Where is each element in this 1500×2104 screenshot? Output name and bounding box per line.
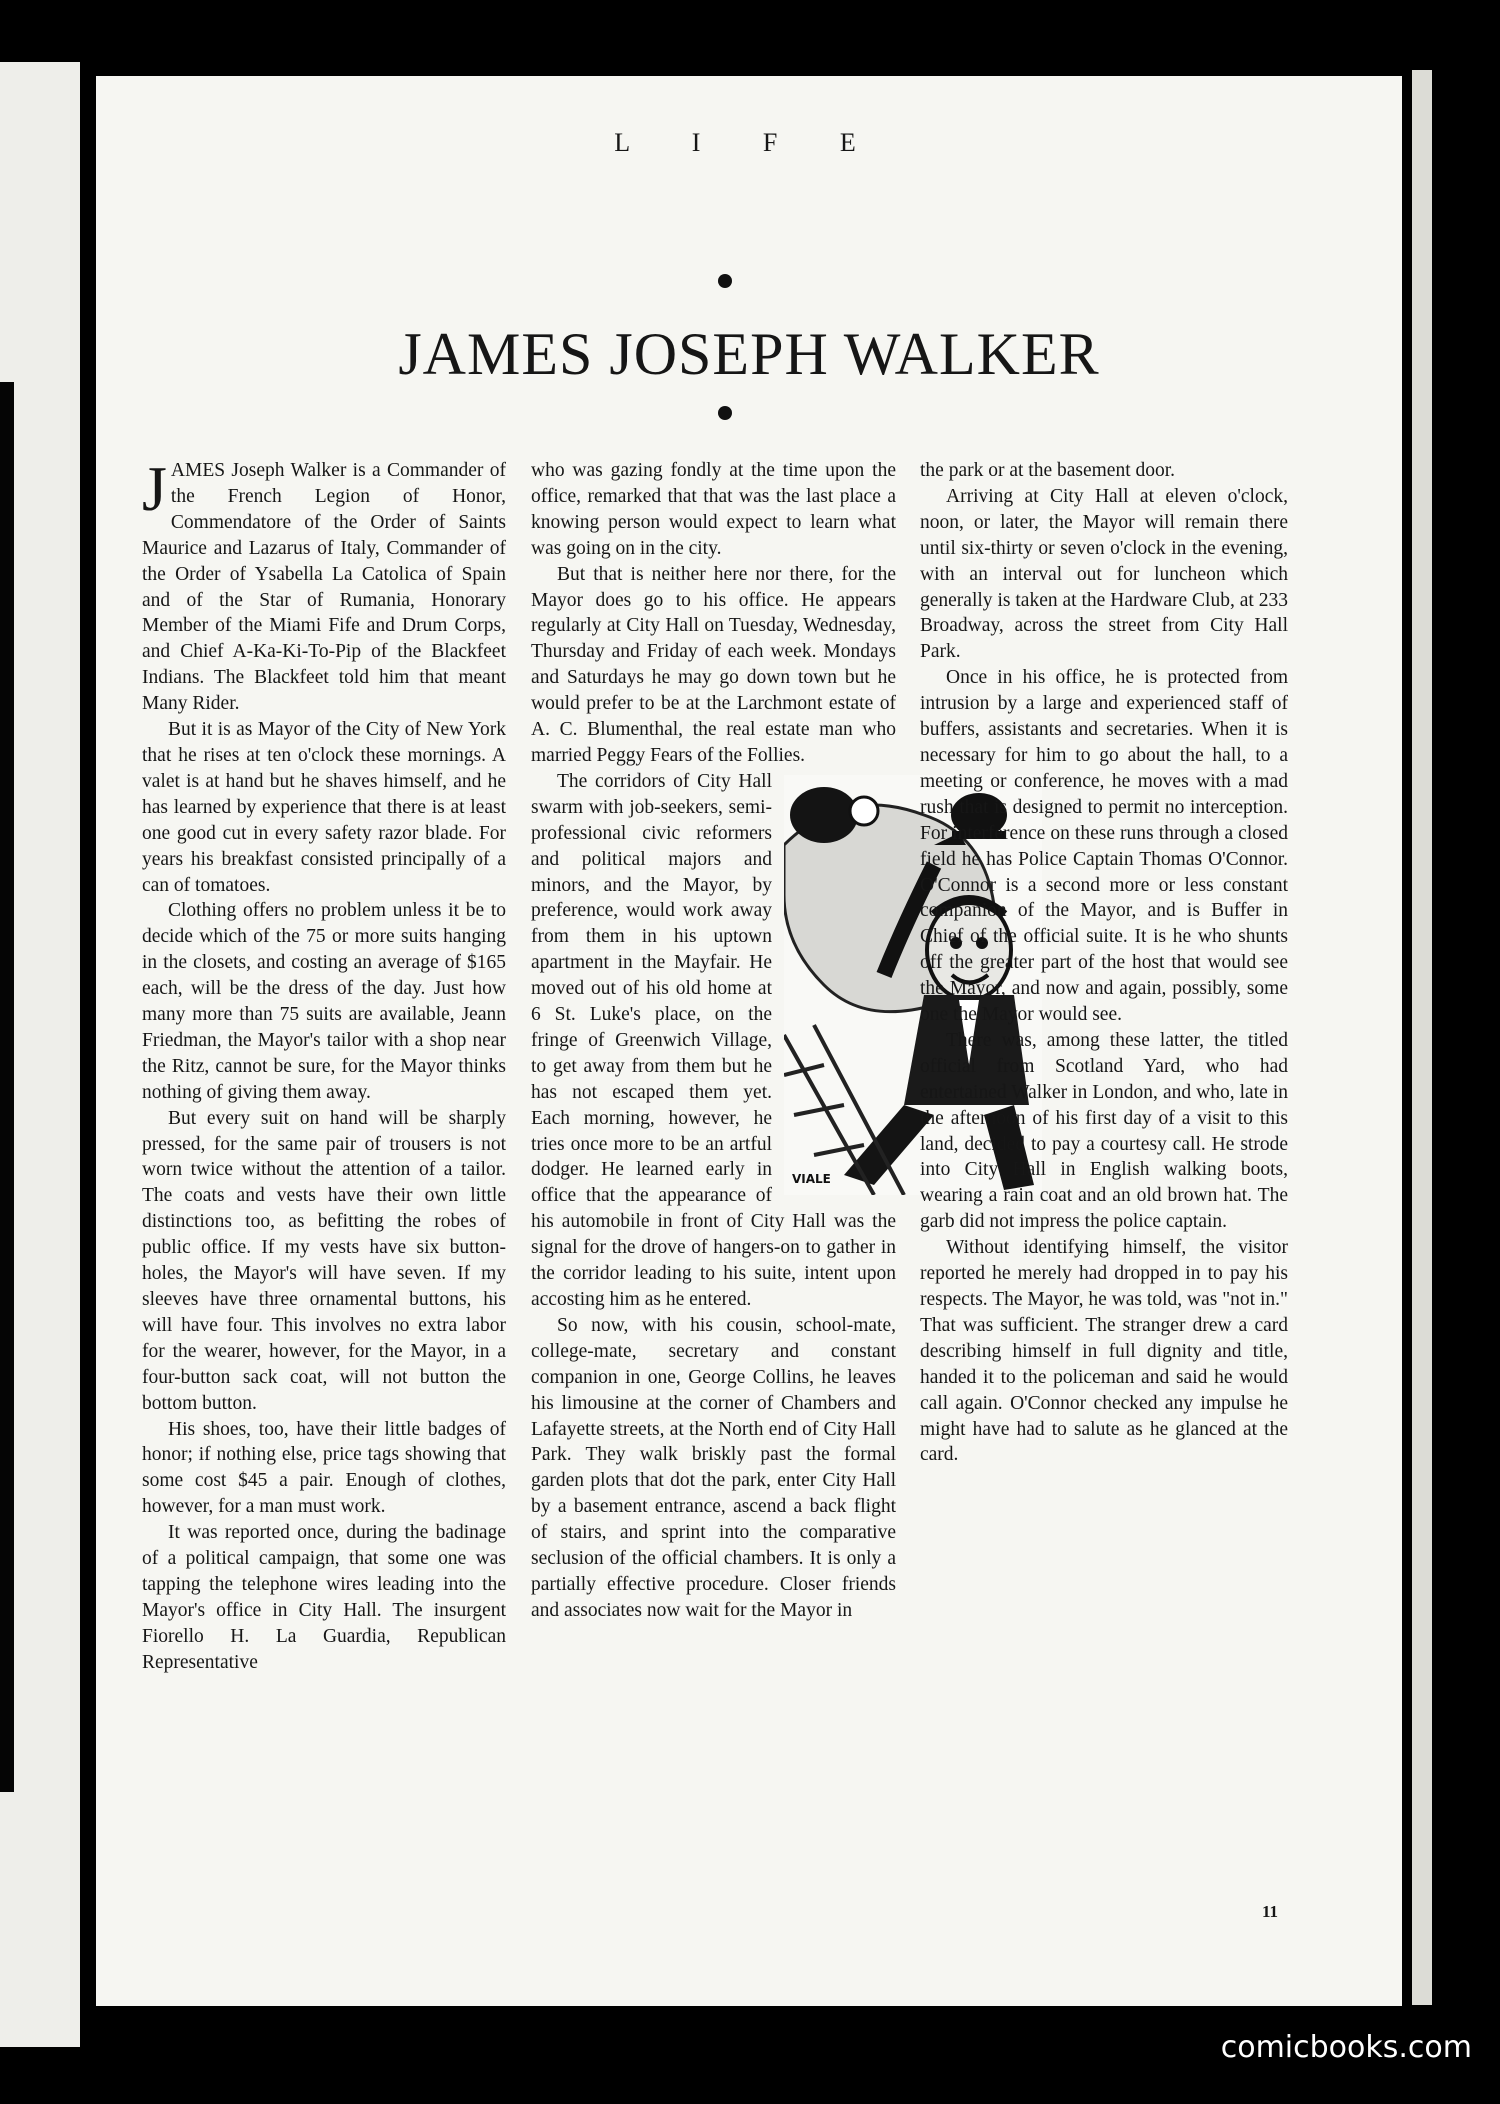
page-edge-right bbox=[1412, 70, 1432, 2005]
article-column-3 bbox=[920, 458, 1288, 1468]
paragraph: So now, with his cousin, school-mate, college-mate, secretary and constant companion in one, George Collins, he leaves his limousine at the corner of Chambers and Lafayette streets, at the North end of City Hall Park. They walk briskly past the formal garden plots that dot the park, enter City Hall by a basement entrance, ascend a back flight of stairs, and sprint into the comparative seclusion of the official chambers. It is only a partially effective procedure. Closer friends and associates now wait for the Mayor in bbox=[531, 1314, 896, 1621]
paragraph: Clothing offers no problem unless it be to decide which of the 75 or more suits hanging in the closets, and costing an average of $165 each, will be the dress of the day. Just how many more than 75 suits are available, Jeann Friedman, the Mayor's tailor with a shop near the Ritz, cannot be sure, for the Mayor thinks nothing of giving them away. bbox=[142, 900, 506, 1103]
article-column-2 bbox=[531, 458, 896, 1624]
paragraph: Without identifying himself, the visitor reported he merely had dropped in to pay his respects. The Mayor, he was told, was "not in." That was sufficient. The stranger drew a card describing himself in full dignity and title, handed it to the policeman and said he would call again. O'Connor checked any impulse he might have had to salute as he glanced at the card. bbox=[920, 1237, 1288, 1466]
paragraph: Arriving at City Hall at eleven o'clock, noon, or later, the Mayor will remain there until six-thirty or seven o'clock in the evening, with an interval out for luncheon which generally is taken at the Hardware Club, at 233 Broadway, across the street from City Hall Park. bbox=[920, 485, 1288, 663]
drop-cap: J bbox=[142, 453, 167, 524]
paragraph: But every suit on hand will be sharply pressed, for the same pair of trousers is not worn twice without the attention of a tailor. The coats and vests have their own little distinctions too, as befitting the robes of public office. If my vests have six button-holes, the Mayor's will have seven. If my sleeves have three ornamental buttons, his will have four. This involves no extra labor for the wearer, however, for the Mayor, in a four-button sack coat, will not button the bottom button. bbox=[142, 1107, 506, 1414]
paragraph: But that is neither here nor there, for the Mayor does go to his office. He appears regularly at City Hall on Tuesday, Wednesday, Thursday and Friday of each week. Mondays and Saturdays he may go down town but he would prefer to be at the Larchmont estate of A. C. Blumenthal, the real estate man who married Peggy Fears of the Follies. bbox=[531, 563, 896, 766]
paragraph: His shoes, too, have their little badges of honor; if nothing else, price tags showing that some cost $45 a pair. Enough of clothes, however, for a man must work. bbox=[142, 1418, 506, 1518]
article-title: JAMES JOSEPH WALKER bbox=[398, 321, 1100, 387]
source-watermark: comicbooks.com bbox=[1220, 2030, 1472, 2065]
paragraph: the park or at the basement door. bbox=[920, 460, 1176, 481]
paragraph: JAMES Joseph Walker is a Commander of the French Legion of Honor, Commendatore of the Order of Saints Maurice and Lazarus of Italy, Commander of the Order of Ysabella La Catolica of Spain and of the Star of Rumania, Honorary Member of the Miami Fife and Drum Corps, and Chief A-Ka-Ki-To-Pip of the Blackfeet Indians. The Blackfeet told him that meant Many Rider. bbox=[142, 453, 506, 715]
magazine-page bbox=[96, 76, 1402, 2006]
page-number: 11 bbox=[1261, 1902, 1278, 1921]
running-head: L I F E bbox=[614, 128, 884, 157]
paragraph: It was reported once, during the badinage of a political campaign, that some one was tapping the telephone wires leading into the Mayor's office in City Hall. The insurgent Fiorello H. La Guardia, Republican Representative bbox=[142, 1522, 506, 1673]
artist-signature: VIALE bbox=[792, 1171, 831, 1186]
article-column-1 bbox=[142, 453, 506, 1676]
paragraph: VIALE The corridors of City Hall swarm with job-seekers, semi-professional civic reformers and political majors and minors, and the Mayor, by preference, would work away from them in his uptown apartment in the Mayfair. He moved out of his old home at 6 St. Luke's place, on the fringe of Greenwich Village, to get away from them but he has not escaped them yet. Each morning, however, he tries once more to be an artful dodger. He learned early in office that the appearance of his automobile in front of City Hall was the signal for the drove of hangers-on to gather in the corridor leading to his suite, intent upon accosting him as he entered. bbox=[531, 769, 896, 1313]
paragraph: But it is as Mayor of the City of New York that he rises at ten o'clock these mornings. A valet is at hand but he shaves himself, and he has learned by experience that there is at least one good cut in every safety razor blade. For years his breakfast consisted principally of a can of tomatoes. bbox=[142, 719, 506, 896]
paragraph: who was gazing fondly at the time upon the office, remarked that that was the last place a knowing person would expect to learn what was going on in the city. bbox=[531, 460, 896, 559]
paragraph: There was, among these latter, the titled official from Scotland Yard, who had entertained Walker in London, and who, late in the afternoon of his first day of a visit to this land, decided to pay a courtesy call. He strode into City Hall in English walking boots, wearing a rain coat and an old brown hat. The garb did not impress the police captain. bbox=[920, 1029, 1288, 1233]
paragraph: Once in his office, he is protected from intrusion by a large and experienced staff of buffers, assistants and secretaries. When it is necessary for him to go about the hall, to a meeting or conference, he moves with a mad rush that is designed to permit no interception. For interference on these runs through a closed field he has Police Captain Thomas O'Connor. O'Connor is a second more or less constant companion of the Mayor, and is Buffer in Chief of the official suite. It is he who shunts off the greater part of the host that would see the Mayor, and now and again, possibly, some one the Mayor would see. bbox=[920, 667, 1288, 1026]
ornament-bullet-bottom bbox=[718, 406, 732, 420]
gutter-shadow bbox=[0, 382, 14, 1792]
facing-page-edge bbox=[0, 62, 80, 2047]
ornament-bullet-top bbox=[718, 274, 732, 288]
